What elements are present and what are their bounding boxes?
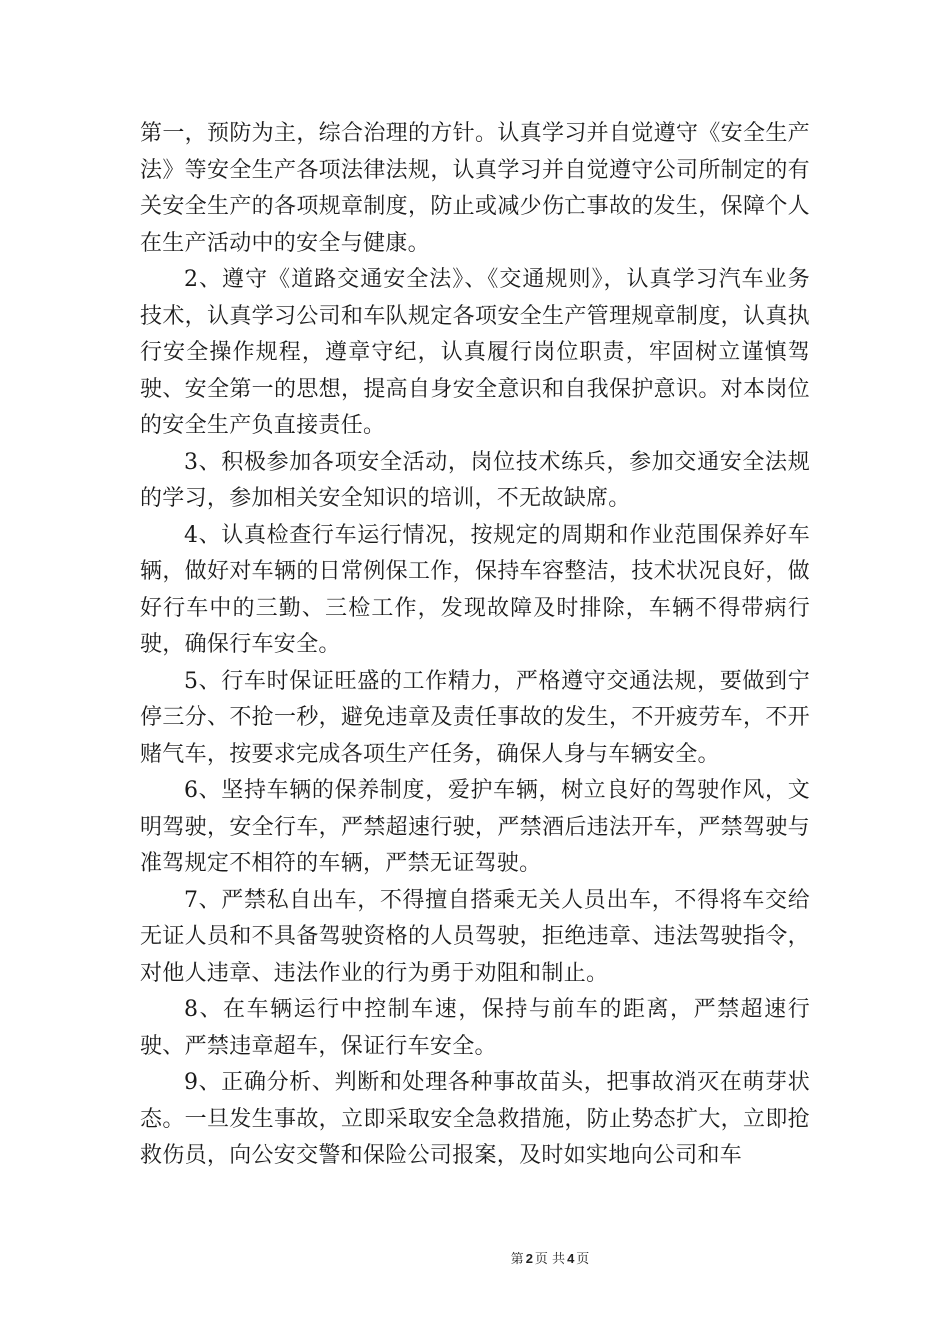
paragraph-3: 3、积极参加各项安全活动，岗位技术练兵，参加交通安全法规的学习，参加相关安全知识的培训，不无故缺席。 [140, 449, 810, 511]
paragraph-5: 5、行车时保证旺盛的工作精力，严格遵守交通法规，要做到宁停三分、不抢一秒，避免违章及责任事故的发生，不开疲劳车，不开赌气车，按要求完成各项生产任务，确保人身与车辆安全。 [140, 668, 810, 767]
current-page-number: 2 [525, 1251, 533, 1266]
paragraph-8: 8、在车辆运行中控制车速，保持与前车的距离，严禁超速行驶、严禁违章超车，保证行车安全。 [140, 997, 810, 1059]
paragraph-1: 第一，预防为主，综合治理的方针。认真学习并自觉遵守《安全生产法》等安全生产各项法律法规，认真学习并自觉遵守公司所制定的有关安全生产的各项规章制度，防止或减少伤亡事故的发生，保障个人在生产活动中的安全与健康。 [140, 121, 810, 256]
paragraph-6: 6、坚持车辆的保养制度，爱护车辆，树立良好的驾驶作风，文明驾驶，安全行车，严禁超速行驶，严禁酒后违法开车，严禁驾驶与准驾规定不相符的车辆，严禁无证驾驶。 [140, 778, 810, 876]
total-page-number: 4 [567, 1251, 575, 1266]
paragraph-2: 2、遵守《道路交通安全法》、《交通规则》，认真学习汽车业务技术，认真学习公司和车队规定各项安全生产管理规章制度，认真执行安全操作规程，遵章守纪，认真履行岗位职责，牢固树立谨慎驾驶、安全第一的思想，提高自身安全意识和自我保护意识。对本岗位的安全生产负直接责任。 [140, 267, 810, 438]
paragraph-9: 9、正确分析、判断和处理各种事故苗头，把事故消灭在萌芽状态。一旦发生事故，立即采取安全急救措施，防止势态扩大，立即抢救伤员，向公安交警和保险公司报案，及时如实地向公司和车 [140, 1070, 810, 1168]
paragraph-7: 7、严禁私自出车，不得擅自搭乘无关人员出车，不得将车交给无证人员和不具备驾驶资格的人员驾驶，拒绝违章、违法驾驶指令，对他人违章、违法作业的行为勇于劝阻和制止。 [140, 887, 810, 986]
page-footer [0, 1248, 950, 1267]
document-body [140, 116, 810, 1175]
paragraph-4: 4、认真检查行车运行情况，按规定的周期和作业范围保养好车辆，做好对车辆的日常例保工作，保持车容整洁，技术状况良好，做好行车中的三勤、三检工作，发现故障及时排除，车辆不得带病行驶，确保行车安全。 [140, 522, 810, 657]
footer-prefix: 第 [510, 1252, 524, 1267]
footer-suffix: 页 [576, 1252, 590, 1267]
footer-middle: 页 共 [534, 1252, 566, 1267]
